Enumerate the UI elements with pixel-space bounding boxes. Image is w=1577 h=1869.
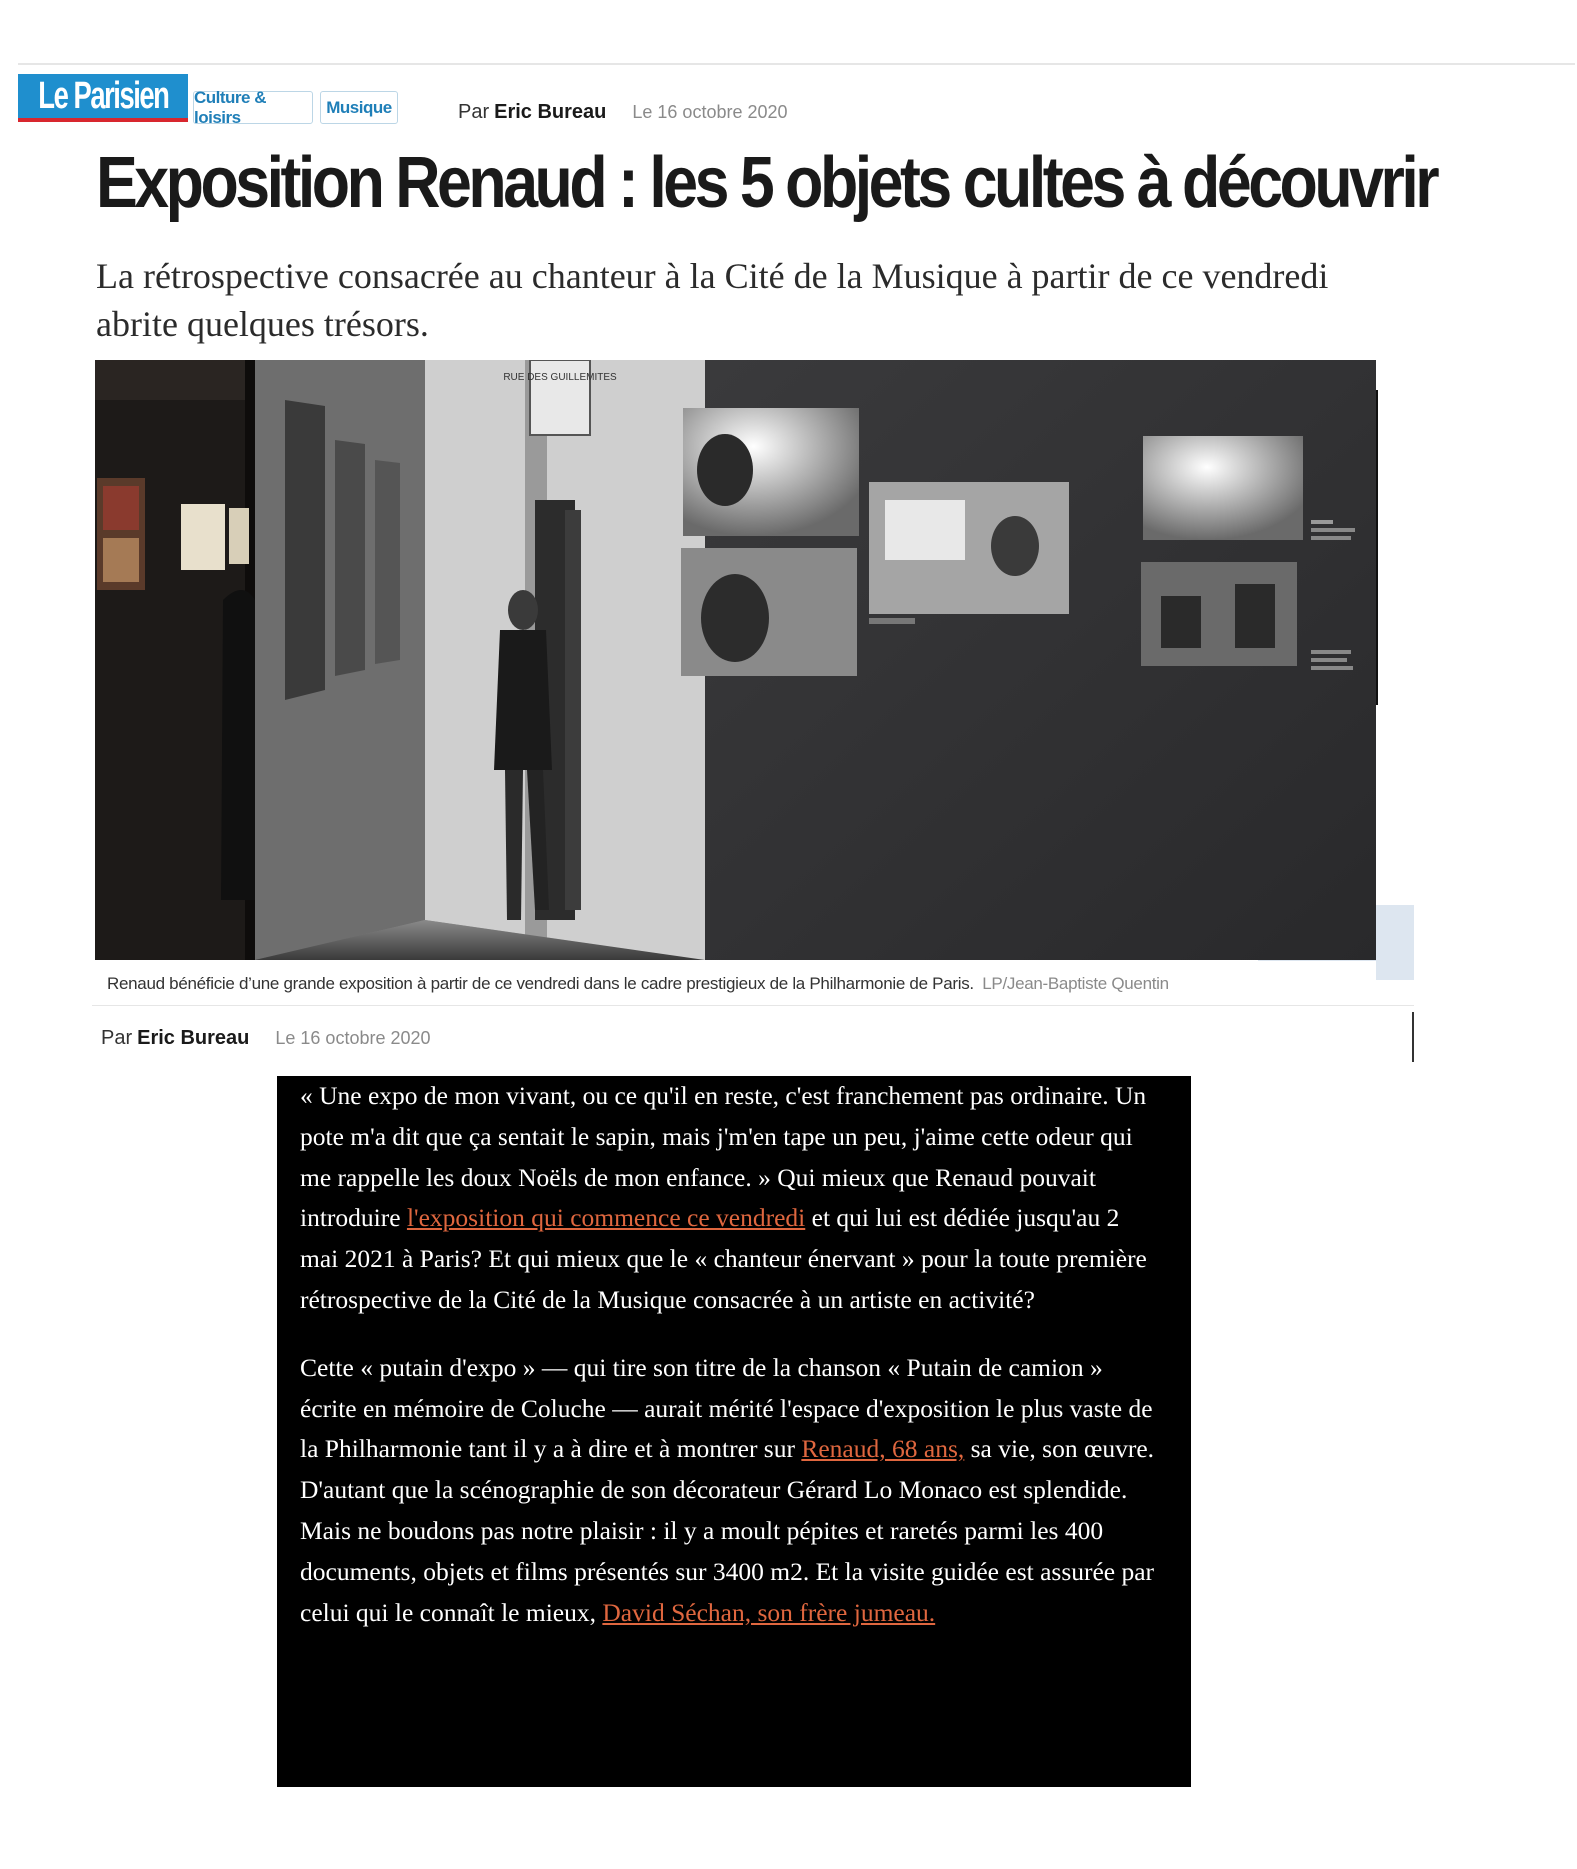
image-caption	[107, 974, 1169, 994]
wall-sign-text: RUE DES GUILLEMITES	[503, 372, 617, 383]
paragraph-2-text-a: Cette « putain d'expo » — qui tire son titre de la chanson « Putain de camion » écrite en mémoire de Coluche — aurait mérité l'espace d'exposition le plus vaste de la Philharmonie tant il y a à dire et à montrer sur	[300, 1352, 1153, 1464]
byline-top	[458, 101, 788, 124]
tag-culture-loisirs[interactable]: Culture & loisirs	[193, 91, 313, 124]
le-parisien-logo[interactable]	[18, 74, 188, 122]
article-photo	[95, 360, 1376, 960]
paragraph-2-text-b: sa vie, son œuvre. D'autant que la scénographie de son décorateur Gérard Lo Monaco est splendide. Mais ne boudons pas notre plaisir : il y a moult pépites et raretés parmi les 400 documents, objets et films présentés sur 3400 m2. Et la visite guidée est assurée par celui qui le connaît le mieux,	[300, 1434, 1155, 1627]
side-divider	[1412, 1012, 1414, 1062]
paragraph-1-text-b: et qui lui est dédiée jusqu'au 2 mai 2021 à Paris? Et qui mieux que le « chanteur énervant » pour la toute première rétrospective de la Cité de la Musique consacrée à un artiste en activité?	[300, 1203, 1147, 1314]
renaud-link[interactable]: Renaud, 68 ans,	[801, 1434, 965, 1464]
side-panel	[1376, 905, 1414, 980]
david-sechan-link[interactable]: David Séchan, son frère jumeau.	[602, 1597, 936, 1627]
paragraph-1-text-a: « Une expo de mon vivant, ou ce qu'il en reste, c'est franchement pas ordinaire. Un pote m'a dit que ça sentait le sapin, mais j'm'en tape un peu, j'aime cette odeur qui me rappelle les doux Noëls de mon enfance. » Qui mieux que Renaud pouvait introduire	[300, 1081, 1147, 1233]
byline-prefix: Par	[458, 101, 490, 123]
photo-credit: LP/Jean-Baptiste Quentin	[982, 974, 1169, 993]
exhibition-photo-illustration	[95, 360, 1376, 960]
logo-text: Le Parisien	[37, 74, 169, 117]
publish-date: Le 16 octobre 2020	[632, 102, 788, 122]
top-divider	[18, 63, 1575, 65]
article-body	[277, 1076, 1191, 1787]
tag-musique[interactable]: Musique	[320, 91, 398, 124]
article-paragraph-2	[300, 1348, 1159, 1634]
publish-date: Le 16 octobre 2020	[275, 1028, 431, 1048]
side-divider-top	[1376, 390, 1378, 705]
article-lede: La rétrospective consacrée au chanteur à la Cité de la Musique à partir de ce vendredi abrite quelques trésors.	[96, 256, 1329, 344]
author-link[interactable]: Eric Bureau	[137, 1027, 250, 1049]
byline-bottom	[101, 1027, 431, 1050]
author-link[interactable]: Eric Bureau	[494, 101, 607, 123]
article-headline: Exposition Renaud : les 5 objets cultes à découvrir	[96, 143, 1437, 223]
byline-prefix: Par	[101, 1027, 133, 1049]
caption-text: Renaud bénéficie d’une grande exposition à partir de ce vendredi dans le cadre prestigieux de la Philharmonie de Paris.	[107, 974, 974, 993]
exhibition-link[interactable]: l'exposition qui commence ce vendredi	[406, 1203, 806, 1233]
article-paragraph-1	[300, 1076, 1159, 1321]
